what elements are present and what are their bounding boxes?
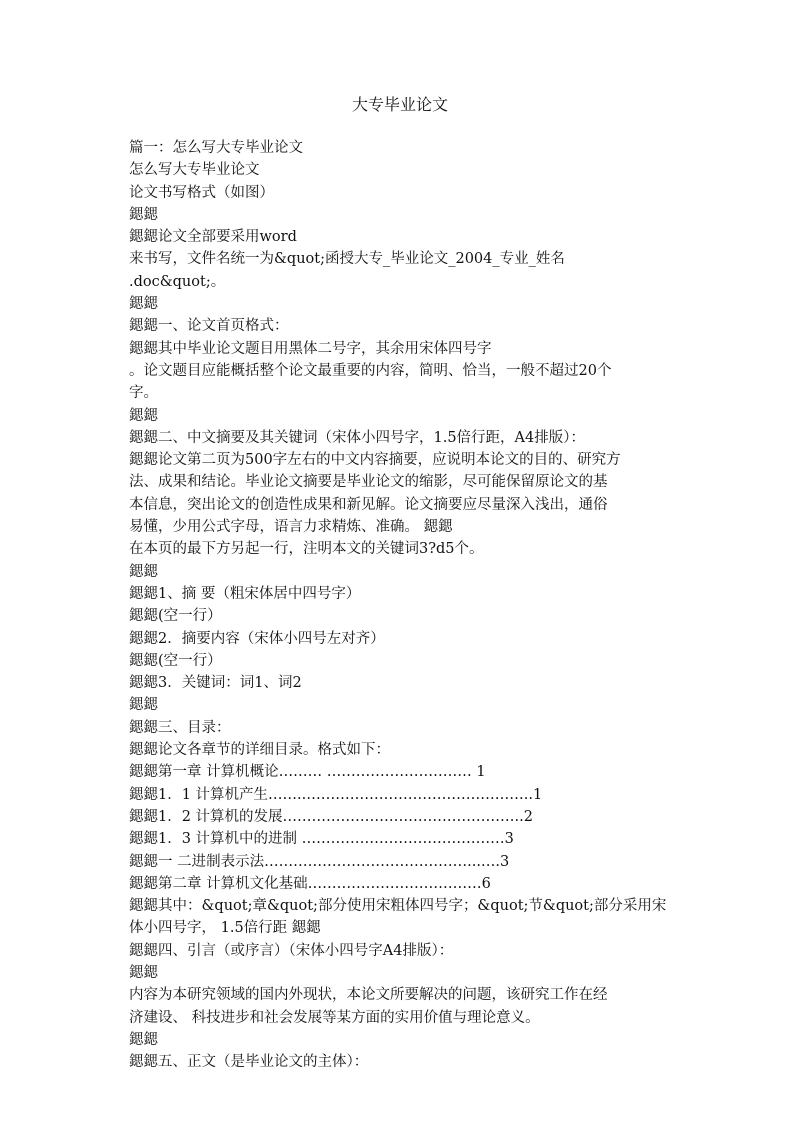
text-line: 鍶鍶论文各章节的详细目录。格式如下： bbox=[129, 742, 390, 759]
text-line: 鍶鍶二、中文摘要及其关键词（宋体小四号字，1.5倍行距，A4排版）： bbox=[129, 429, 586, 446]
text-line: 。论文题目应能概括整个论文最重要的内容，简明、恰当，一般不超过20个 bbox=[129, 362, 612, 379]
text-line: 鍶鍶一、论文首页格式： bbox=[129, 318, 289, 335]
document-title: 大专毕业论文 bbox=[351, 95, 448, 114]
text-line: 鍶鍶论文全部要采用word bbox=[129, 229, 297, 246]
text-line: 鍶鍶四、引言（或序言）（宋体小四号字A4排版）： bbox=[129, 942, 454, 959]
text-line: 论文书写格式（如图） bbox=[129, 184, 274, 201]
text-line: 体小四号字， 1.5倍行距 鍶鍶 bbox=[129, 920, 321, 937]
text-line: 济建设、 科技进步和社会发展等某方面的实用价值与理论意义。 bbox=[129, 1009, 540, 1026]
text-line: 内容为本研究领域的国内外现状，本论文所要解决的问题，该研究工作在经 bbox=[129, 987, 608, 1004]
text-line: 鍶鍶1．2 计算机的发展…………………………………………..2 bbox=[129, 808, 534, 825]
text-line: 在本页的最下方另起一行，注明本文的关键词3?d5个。 bbox=[129, 541, 484, 558]
text-line: 鍶鍶论文第二页为500字左右的中文内容摘要，应说明本论文的目的、研究方 bbox=[129, 452, 621, 469]
text-line: 鍶鍶(空一行） bbox=[129, 608, 222, 625]
document-body bbox=[129, 137, 674, 1073]
text-line: 鍶鍶1．1 计算机产生……..………………………………………..1 bbox=[129, 786, 543, 803]
text-line: 篇一：怎么写大专毕业论文 bbox=[129, 140, 303, 156]
text-line: 鍶鍶 bbox=[129, 206, 158, 223]
text-line: 来书写，文件名统一为&quot;函授大专_毕业论文_2004_专业_姓名 bbox=[129, 251, 565, 268]
text-line: 鍶鍶其中：&quot;章&quot;部分使用宋粗体四号字；&quot;节&quot;部分采用宋 bbox=[129, 898, 667, 915]
text-line: 易懂，少用公式字母，语言力求精炼、准确。 鍶鍶 bbox=[129, 519, 453, 536]
text-line: 鍶鍶3．关键词：词1、词2 bbox=[129, 675, 302, 692]
text-line: .doc&quot;。 bbox=[129, 273, 226, 290]
text-line: 鍶鍶 bbox=[129, 697, 158, 714]
text-line: 怎么写大专毕业论文 bbox=[129, 162, 260, 179]
text-line: 鍶鍶1、摘 要（粗宋体居中四号字） bbox=[129, 585, 361, 602]
text-line: 鍶鍶 bbox=[129, 407, 158, 424]
text-line: 字。 bbox=[129, 385, 158, 402]
text-line: 法、成果和结论。毕业论文摘要是毕业论文的缩影，尽可能保留原论文的基 bbox=[129, 474, 608, 491]
text-line: 鍶鍶 bbox=[129, 563, 158, 580]
text-line: 鍶鍶 bbox=[129, 1031, 158, 1048]
text-line: 鍶鍶一 二进制表示法……………………………………...….3 bbox=[129, 853, 510, 870]
text-line: 鍶鍶 bbox=[129, 296, 158, 313]
text-line: 鍶鍶 bbox=[129, 964, 158, 981]
text-line: 鍶鍶三、目录： bbox=[129, 719, 231, 736]
text-line: 鍶鍶1．3 计算机中的进制 ……………………………………3 bbox=[129, 831, 514, 848]
text-line: 鍶鍶第二章 计算机文化基础………………………………6 bbox=[129, 875, 491, 892]
text-line: 鍶鍶(空一行） bbox=[129, 652, 222, 669]
text-line: 鍶鍶其中毕业论文题目用黑体二号字，其余用宋体四号字 bbox=[129, 340, 492, 357]
text-line: 鍶鍶第一章 计算机概论……… ………………………… 1 bbox=[129, 764, 486, 781]
text-line: 鍶鍶五、正文（是毕业论文的主体）： bbox=[129, 1054, 369, 1071]
text-line: 本信息，突出论文的创造性成果和新见解。论文摘要应尽量深入浅出，通俗 bbox=[129, 496, 608, 513]
text-line: 鍶鍶2．摘要内容（宋体小四号左对齐） bbox=[129, 630, 385, 647]
